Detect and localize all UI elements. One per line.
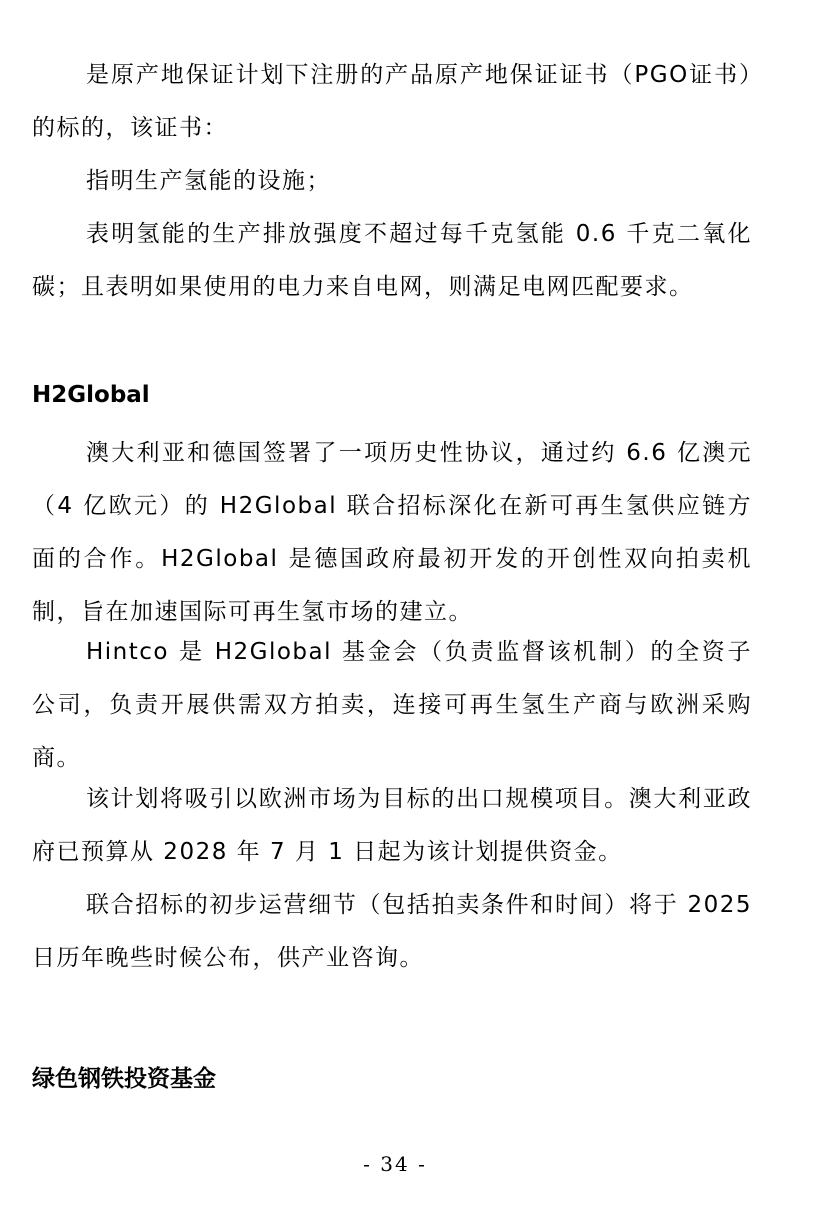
paragraph-operational-details: 联合招标的初步运营细节（包括拍卖条件和时间）将于 2025 日历年晚些时候公布，供产业咨询。: [32, 892, 752, 971]
paragraph-hintco: Hintco 是 H2Global 基金会（负责监督该机制）的全资子公司，负责开展供需双方拍卖，连接可再生氢生产商与欧洲采购商。: [32, 639, 752, 771]
page-number: - 34 -: [363, 1152, 427, 1176]
paragraph-production-facility: 指明生产氢能的设施；: [86, 168, 331, 194]
section-title-green-steel-fund: 绿色钢铁投资基金: [32, 1066, 216, 1092]
section-title-h2global: H2Global: [32, 382, 150, 408]
paragraph-emission-intensity: 表明氢能的生产排放强度不超过每千克氢能 0.6 千克二氧化碳；且表明如果使用的电力来自电网，则满足电网匹配要求。: [32, 221, 752, 300]
paragraph-h2global-agreement: 澳大利亚和德国签署了一项历史性协议，通过约 6.6 亿澳元（4 亿欧元）的 H2Global 联合招标深化在新可再生氢供应链方面的合作。H2Global 是德国政府最初开发的开创性双向拍卖机制，旨在加速国际可再生氢市场的建立。: [32, 440, 752, 625]
paragraph-pgo-certificate: 是原产地保证计划下注册的产品原产地保证证书（PGO证书）的标的，该证书：: [32, 62, 752, 141]
paragraph-export-projects: 该计划将吸引以欧洲市场为目标的出口规模项目。澳大利亚政府已预算从 2028 年 7 月 1 日起为该计划提供资金。: [32, 786, 752, 865]
